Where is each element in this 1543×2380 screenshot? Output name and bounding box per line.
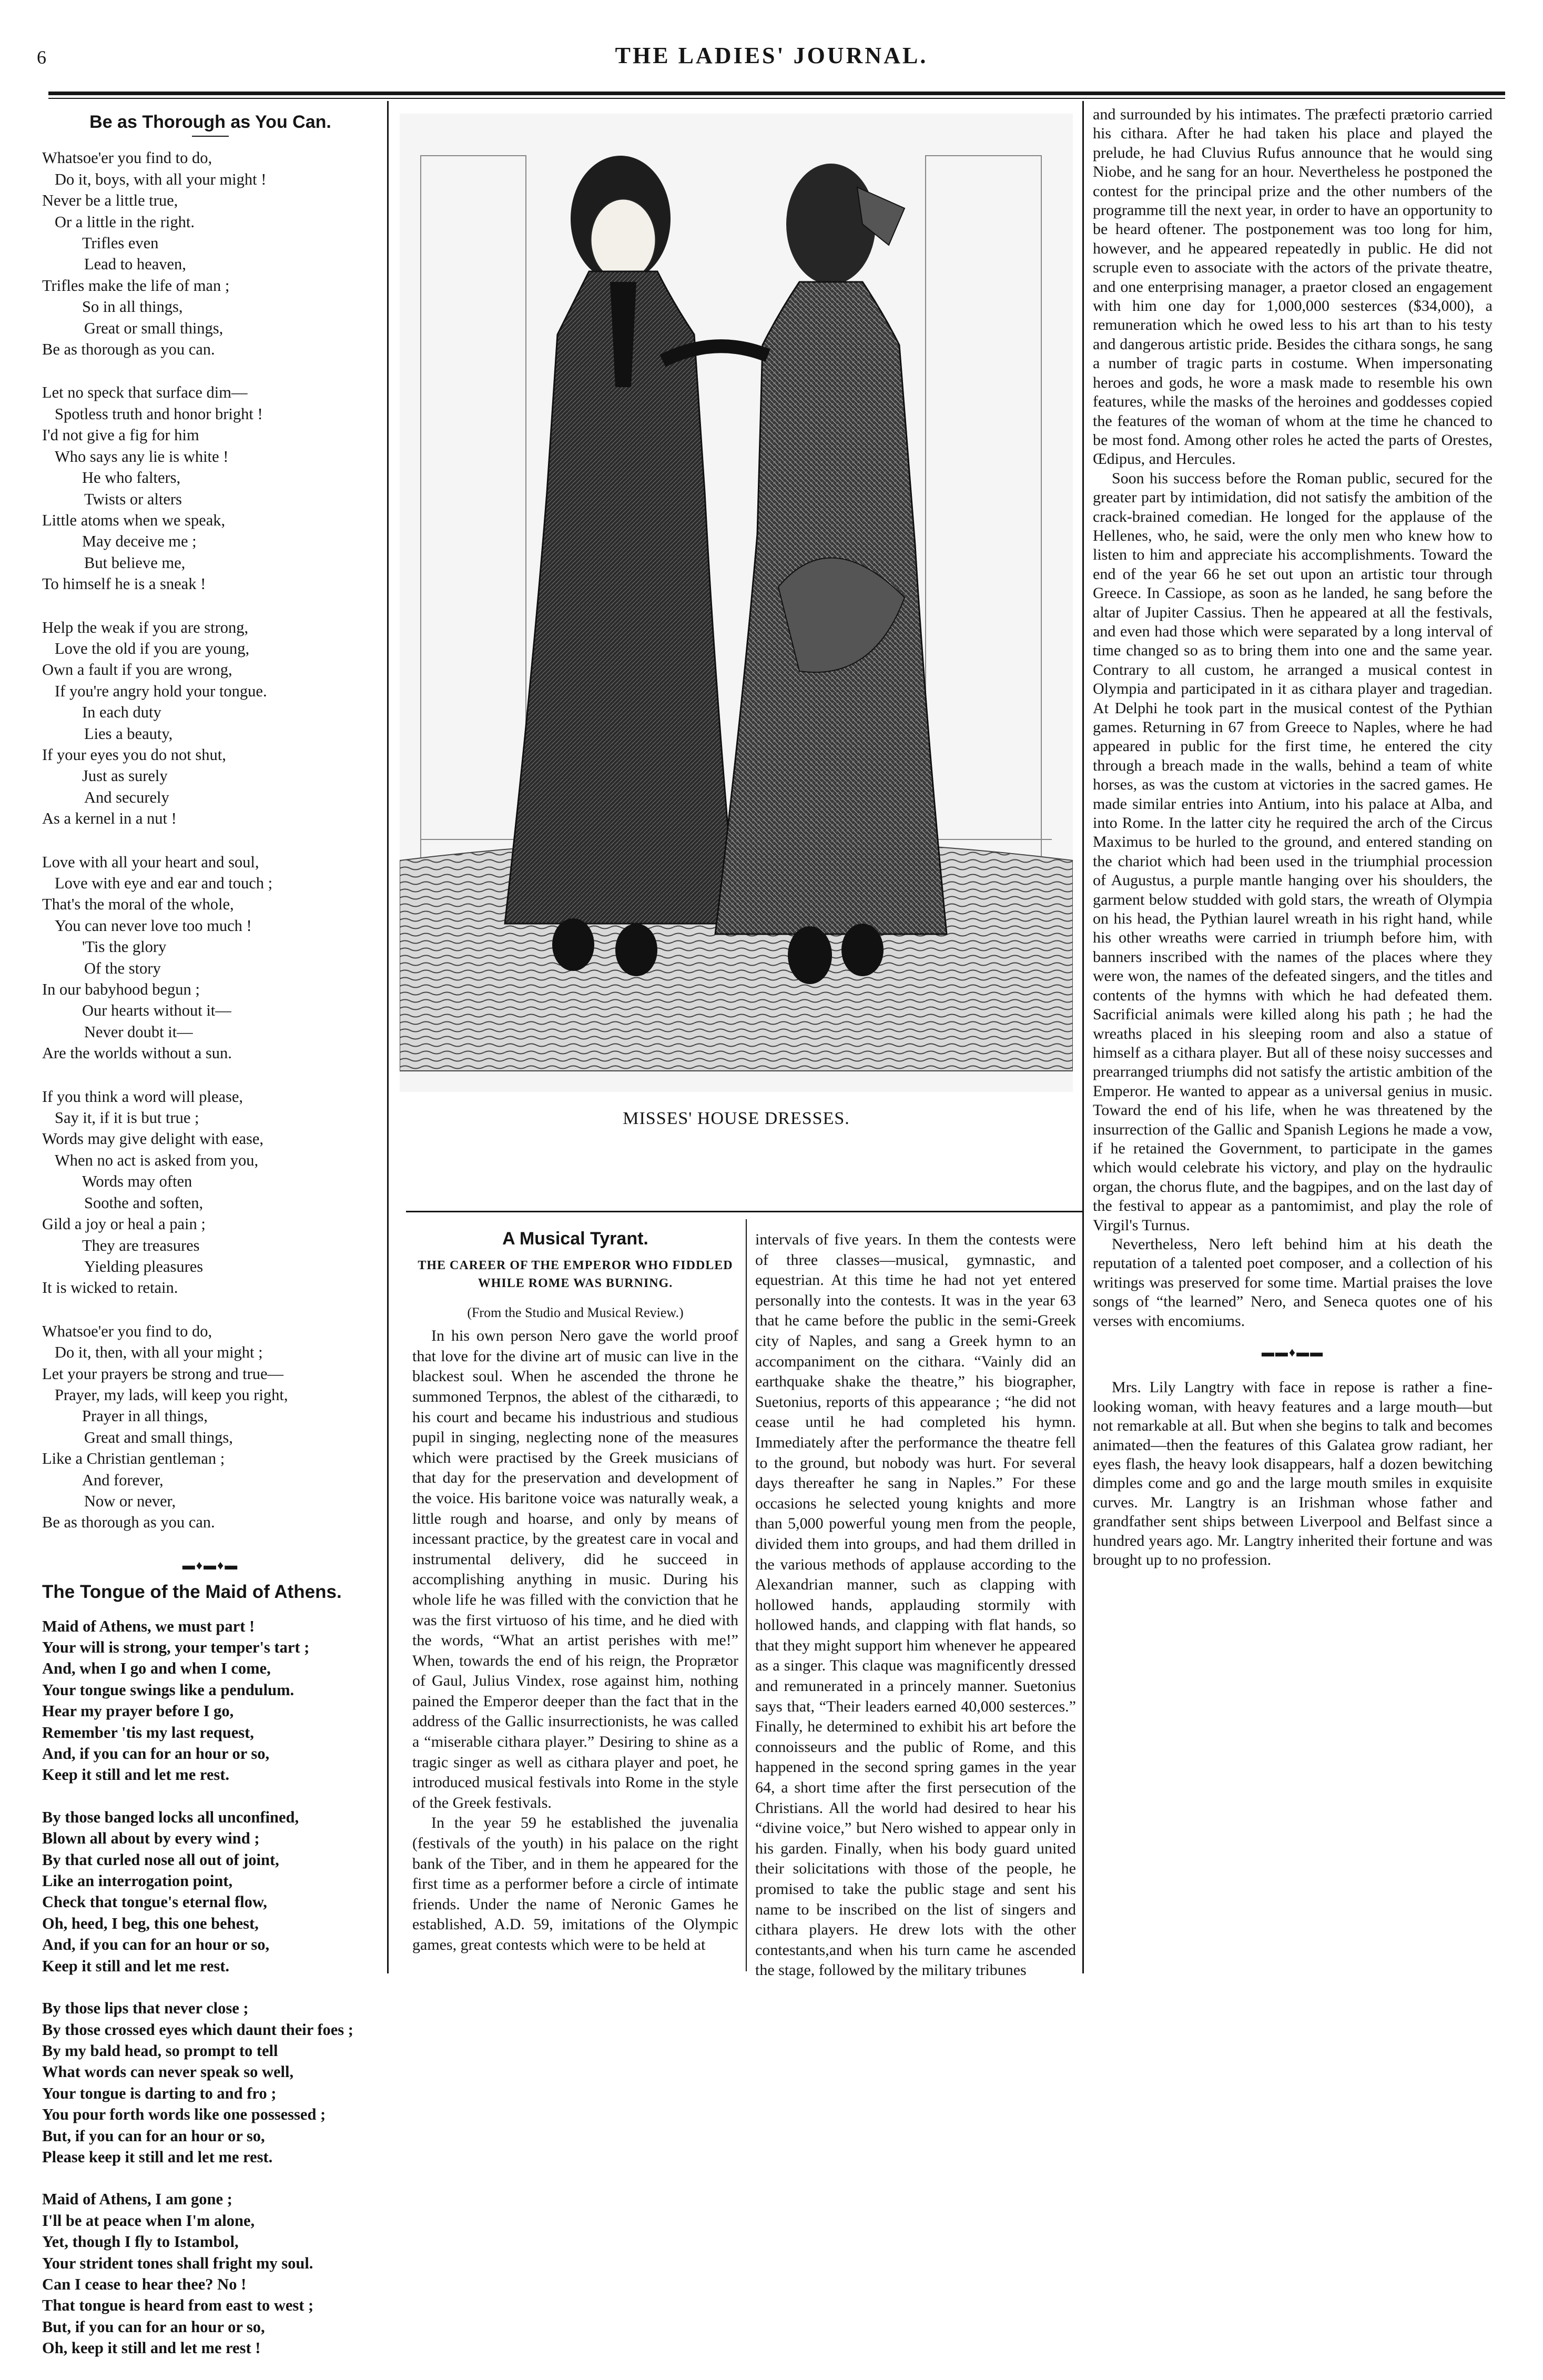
article-paragraph: In his own person Nero gave the world proof that love for the divine art of music can live in the blackest soul. When he ascended the throne he summoned Terpnos, the ablest of the citharædi, to his court and became his industrious and studious pupil in singing, neglecting none of the measures which were practised by the Greek musicians of that day for the preservation and development of the voice. His baritone voice was naturally weak, a little rough and hoarse, and only by means of incessant practice, by the greatest care in vocal and instrumental delivery, did he succeed in accomplishing anything in music. During his whole life he was filled with the conviction that he was the first virtuoso of his time, and he died with the words, “What an artist perishes with me!” When, towards the end of his reign, the Proprætor of Gaul, Julius Vindex, rose against him, nothing pained the Emperor deeper than the fact that in the address of the Gallic insurrectionists, he was called a “miserable cithara player.” Desiring to shine as a tragic singer as well as cithara player and poet, he introduced musical festivals into Rome in the style of the Greek festivals. [412, 1327, 738, 1811]
poem-line: As a kernel in a nut ! [42, 809, 177, 828]
article-subtitle: THE CAREER OF THE EMPEROR WHO FIDDLED WHILE ROME WAS BURNING. [418, 1258, 733, 1290]
poem-line: But believe me, [84, 553, 186, 572]
stanza [42, 852, 379, 1064]
poem-line: You can never love too much ! [55, 916, 252, 935]
poem-body [42, 1616, 379, 2359]
poem-line: But, if you can for an hour or so, [42, 2126, 265, 2145]
poem-line: Your strident tones shall fright my soul. [42, 2254, 313, 2272]
poem-line: Never doubt it— [84, 1022, 193, 1041]
article-column-b [755, 1230, 1076, 1981]
poem-line: So in all things, [82, 298, 183, 316]
poem-line: Love with eye and ear and touch ; [55, 874, 273, 892]
poem-line: Keep it still and let me rest. [42, 1957, 230, 1975]
poem-line: Prayer, my lads, will keep you right, [55, 1385, 288, 1404]
poem-line: Whatsoe'er you find to do, [42, 149, 212, 167]
poem-line: Check that tongue's eternal flow, [42, 1893, 267, 1911]
poem-line: Trifles even [82, 234, 159, 252]
poem-line: Yielding pleasures [84, 1257, 204, 1275]
poem-line: Spotless truth and honor bright ! [55, 404, 263, 423]
poem-line: And, when I go and when I come, [42, 1659, 271, 1678]
poem-line: Please keep it still and let me rest. [42, 2148, 273, 2166]
stanza [42, 1086, 379, 1299]
poem-line: He who falters, [82, 469, 181, 487]
section-divider: ▬▬♦▬▬ [1261, 1346, 1324, 1360]
poem-title: The Tongue of the Maid of Athens. [42, 1582, 342, 1603]
poem-line: By those lips that never close ; [42, 1999, 249, 2018]
poem-line: If you think a word will please, [42, 1087, 243, 1106]
poem-line: May deceive me ; [82, 532, 197, 551]
poem-line: By my bald head, so prompt to tell [42, 2041, 278, 2060]
stanza [42, 2189, 379, 2358]
poem-line: Just as surely [82, 767, 168, 785]
poem-line: Yet, though I fly to Istambol, [42, 2233, 239, 2251]
poem-line: Your will is strong, your temper's tart ; [42, 1638, 310, 1656]
poems-column [42, 112, 379, 2380]
poem-line: And, if you can for an hour or so, [42, 1936, 270, 1954]
poem-line: By that curled nose all out of joint, [42, 1850, 279, 1869]
poem-line: Whatsoe'er you find to do, [42, 1322, 212, 1340]
poem-line: Be as thorough as you can. [42, 340, 215, 359]
article-paragraph: and surrounded by his intimates. The præfecti prætorio carried his cithara. After he had taken his place and played the prelude, he had Cluvius Rufus announce that he would sing Niobe, and he sang for an hour. Nevertheless he postponed the contest for the principal prize and the other numbers of the programme till the next year, in order to have an opportunity to be heard oftener. The postponement was too long for him, however, and he appeared repeatedly in public. He did not scruple even to associate with the actors of the private theatre, and one enterprising manager, a praetor closed an engagement with him one day for 1,000,000 sesterces ($34,000), a remuneration which he owed less to his art than to his testy and dangerous artistic pride. Besides the cithara songs, he sang a number of tragic parts in costume. When impersonating heroes and gods, he wore a mask made to resemble his own features, while the masks of the heroines and goddesses copied the features of the woman of whom at the time he chanced to be most fond. Among other roles he acted the parts of Orestes, Œdipus, and Hercules. [1093, 106, 1493, 468]
header-rule-thick [48, 92, 1505, 95]
poem-line: In each duty [82, 703, 161, 722]
poem-line: Who says any lie is white ! [55, 447, 229, 465]
column-rule-right [1082, 101, 1084, 1973]
title-rule [192, 136, 229, 137]
poem-line: Oh, heed, I beg, this one behest, [42, 1914, 259, 1932]
note-paragraph: Mrs. Lily Langtry with face in repose is rather a fine-looking woman, with heavy features and a large mouth—but not remarkable at all. But when she begins to talk and becomes animated—then the features of this Galatea grow radiant, her eyes flash, the heavy look disappears, half a dozen bewitching dimples come and go and the large mouth smiles in exquisite curves. Mr. Langtry is an Irishman whose father and grandfather sent ships between Liverpool and Belfast since a hundred years ago. Mr. Langtry inherited their fortune and was brought up to no profession. [1093, 1379, 1493, 1569]
poem-title: Be as Thorough as You Can. [89, 112, 331, 132]
article-paragraph: Soon his success before the Roman public, secured for the greater part by intimidation, did not satisfy the ambition of the crack-brained comedian. He longed for the applause of the Hellenes, who, he said, were the only men who knew how to listen to him and appreciate his accomplishments. Toward the end of the year 66 he set out upon an artistic tour through Greece. In Cassiope, as soon as he landed, he sang before the altar of Jupiter Cassius. Then he appeared at all the festivals, and even had those which were separated by a long interval of time changed so as to bring them into one and the same year. Contrary to all custom, he arranged a musical contest in Olympia and participated in it as cithara player and tragedian. At Delphi he took part in the musical contest of the Pythian games. Returning in 67 from Greece to Naples, where he had appeared in public for the first time, he entered the city through a breach made in the walls, behind a team of white horses, as was the custom at victories in the sacred games. He made similar entries into Antium, into his palace at Alba, and into Rome. In the latter city he required the arch of the Circus Maximus to be hurled to the ground, and entered standing on the chariot which had been used in the triumphial procession of Augustus, a purple mantle hanging over his shoulders, the garment below studded with gold stars, the wreath of Olympia on his head, the Pythian laurel wreath in his right hand, while his other wreaths were carried in triumph before him, with banners inscribed with the names of the places where they were won, the names of the defeated singers, and the titles and contents of the hymns with which he had defeated them. Sacrificial animals were killed along his path ; he had the wreaths placed in his sleeping room and also a statue of himself as a cithara player. But all of these noisy successes and prearranged triumphs did not satisfy the artistic ambition of the Emperor. He wanted to appear as a universal genius in music. Toward the end of his life, when he was threatened by the insurrection of the Gallic and Spanish Legions he made a vow, if he retained the Government, to participate in the games which would celebrate his victory, and play on the hydraulic organ, the chorus flute, and the bagpipes, and on the last day of the festival to appear as a pantomimist, and play the role of Virgil's Turnus. [1093, 469, 1493, 1234]
poem-body [42, 147, 379, 1533]
poem-line: Lies a beauty, [84, 724, 173, 743]
column-rule-mid-1 [746, 1219, 747, 1971]
poem-line: If you're angry hold your tongue. [55, 682, 267, 700]
poem-line: 'Tis the glory [82, 938, 167, 956]
poem-line: Your tongue swings like a pendulum. [42, 1680, 295, 1699]
poem-line: By those crossed eyes which daunt their foes ; [42, 2020, 353, 2039]
poem-line: And forever, [82, 1471, 164, 1489]
poem-line: I'd not give a fig for him [42, 426, 199, 444]
poem-line: Hear my prayer before I go, [42, 1702, 234, 1720]
poem-line: That tongue is heard from east to west ; [42, 2296, 314, 2315]
poem-line: Love the old if you are young, [55, 639, 250, 657]
poem-line: Never be a little true, [42, 191, 178, 210]
poem-line: Gild a joy or heal a pain ; [42, 1215, 206, 1233]
article-paragraph: intervals of five years. In them the contests were of three classes—musical, gymnastic, and equestrian. At this time he had not yet entered personally into the contests. It was in the year 63 that he came before the public in the semi-Greek city of Naples, and sang a Greek hymn to an accompaniment on the cithara. “Vainly did an earthquake shake the theatre,” his biographer, Suetonius, reports of this appearance ; “he did not cease until he had completed his hymn. Immediately after the performance the theatre fell to the ground, but nobody was hurt. For several days thereafter he sang in Naples.” For these occasions he selected young knights and more than 5,000 powerful young men from the people, divided them into groups, and had them drilled in the various methods of applause according to the Alexandrian manner, such as clapping with hollowed hands, applauding stormily with hollowed hands, and clapping with flat hands, so that they might support him whenever he appeared as a singer. This claque was magnificently dressed and remunerated in a princely manner. Suetonius says that, “Their leaders earned 40,000 sesterces.” Finally, he determined to exhibit his art before the connoisseurs and the public of Rome, and this happened in the second spring games in the year 64, a short time after the first persecution of the Christians. All the world had desired to hear his “divine voice,” but Nero wished to appear only in his garden. Finally, when his body guard united their solicitations with those of the people, he promised to take the public stage and sent his name to be inscribed on the list of singers and cithara players. He drew lots with the other contestants,and when his turn came he ascended the stage, followed by the military tribunes [755, 1231, 1076, 1979]
poem-line: Your tongue is darting to and fro ; [42, 2084, 277, 2102]
header-rule-thin [48, 98, 1505, 99]
poem-line: And, if you can for an hour or so, [42, 1745, 270, 1763]
article-column-c [1093, 105, 1493, 1569]
fashion-illustration [400, 114, 1073, 1092]
poem-line: If your eyes you do not shut, [42, 745, 226, 764]
poem-line: To himself he is a sneak ! [42, 575, 206, 593]
poem-line: Trifles make the life of man ; [42, 276, 230, 295]
poem-line: Keep it still and let me rest. [42, 1766, 230, 1784]
poem-line: Words may often [82, 1172, 192, 1191]
poem-line: It is wicked to retain. [42, 1279, 178, 1297]
poem-line: Are the worlds without a sun. [42, 1044, 232, 1062]
poem-line: Can I cease to hear thee? No ! [42, 2275, 247, 2293]
poem-line: Let your prayers be strong and true— [42, 1364, 284, 1383]
poem-line: They are treasures [82, 1236, 200, 1254]
poem-line: Lead to heaven, [84, 255, 186, 274]
illustration-caption: MISSES' HOUSE DRESSES. [623, 1109, 850, 1128]
article-paragraph: In the year 59 he established the juvenalia (festivals of the youth) in his palace on the right bank of the Tiber, and in them he appeared for the first time as a performer before a circle of intimate friends. Under the name of Neronic Games he established, A.D. 59, imitations of the Olympic games, great contests which were to be held at [412, 1814, 738, 1953]
poem-line: Maid of Athens, we must part ! [42, 1617, 255, 1635]
stanza [42, 1998, 379, 2168]
poem-line: Remember 'tis my last request, [42, 1723, 254, 1741]
stanza [42, 617, 379, 829]
poem-line: Help the weak if you are strong, [42, 618, 249, 636]
poem-line: Like an interrogation point, [42, 1872, 233, 1890]
poem-line: In our babyhood begun ; [42, 980, 200, 999]
poem-line: But, if you can for an hour or so, [42, 2317, 265, 2336]
poem-line: Great and small things, [84, 1428, 233, 1446]
poem-line: Prayer in all things, [82, 1407, 208, 1425]
poem-line: Words may give delight with ease, [42, 1130, 264, 1148]
column-rule-left [387, 101, 389, 1973]
poem-line: What words can never speak so well, [42, 2063, 294, 2081]
stanza [42, 1616, 379, 1786]
poem-line: Blown all about by every wind ; [42, 1829, 260, 1848]
poem-line: By those banged locks all unconfined, [42, 1808, 299, 1826]
poem-line: Be as thorough as you can. [42, 1513, 215, 1532]
poem-line: Do it, boys, with all your might ! [55, 170, 267, 188]
poem-line: Now or never, [84, 1492, 176, 1510]
poem-line: I'll be at peace when I'm alone, [42, 2211, 255, 2230]
poem-line: Our hearts without it— [82, 1001, 231, 1020]
poem-line: That's the moral of the whole, [42, 895, 234, 914]
article-paragraph: Nevertheless, Nero left behind him at his death the reputation of a talented poet composer, and a collection of his writings was preserved for some time. Martial praises the love songs of “the learned” Nero, and Seneca quotes one of his verses with encomiums. [1093, 1235, 1493, 1330]
poem-line: You pour forth words like one possessed ; [42, 2105, 326, 2124]
stanza [42, 382, 379, 594]
poem-line: Own a fault if you are wrong, [42, 661, 232, 679]
stanza [42, 147, 379, 360]
poem-line: Love with all your heart and soul, [42, 853, 259, 871]
poem-line: Like a Christian gentleman ; [42, 1450, 225, 1468]
poem-line: Twists or alters [84, 490, 182, 508]
poem-line: Of the story [84, 959, 161, 977]
poem-divider: ▬♦▬♦▬ [182, 1558, 239, 1573]
stanza [42, 1807, 379, 1977]
column-rule-mid-2 [1082, 1219, 1083, 1224]
poem-line: Great or small things, [84, 319, 224, 337]
poem-line: Maid of Athens, I am gone ; [42, 2190, 232, 2209]
poem-line: Let no speck that surface dim— [42, 383, 248, 402]
page-number: 6 [37, 47, 46, 68]
poem-line: Little atoms when we speak, [42, 511, 226, 529]
poem-line: Soothe and soften, [84, 1193, 204, 1212]
poem-line: Do it, then, with all your might ; [55, 1343, 263, 1362]
article-source: (From the Studio and Musical Review.) [467, 1304, 684, 1320]
poem-line: Oh, keep it still and let me rest ! [42, 2339, 261, 2357]
article-title: A Musical Tyrant. [502, 1229, 648, 1249]
article-column-a [412, 1229, 738, 1956]
stanza [42, 1321, 379, 1533]
poem-line: When no act is asked from you, [55, 1151, 259, 1169]
poem-line: Say it, if it is but true ; [55, 1109, 199, 1127]
poem-line: And securely [84, 788, 169, 806]
illustration-bottom-rule [406, 1211, 1082, 1212]
masthead-title: THE LADIES' JOURNAL. [615, 43, 928, 68]
poem-line: Or a little in the right. [55, 212, 195, 231]
